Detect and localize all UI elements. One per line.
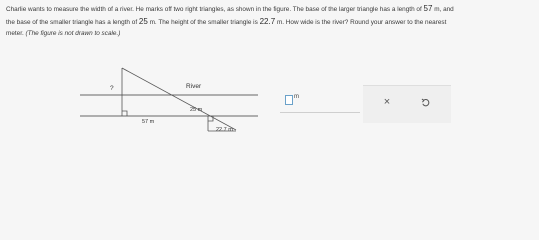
problem-line2-text: the base of the smaller triangle has a length of xyxy=(6,18,138,26)
answer-area xyxy=(280,85,360,113)
right-angle-mark-large xyxy=(122,111,127,116)
small-height-label: 22.7 m xyxy=(216,127,233,133)
answer-tool-panel xyxy=(363,85,451,123)
problem-line2-mid: m. The height of the smaller triangle is xyxy=(149,18,258,26)
figure-note: (The figure is not drawn to scale.) xyxy=(25,30,121,37)
unknown-width-label: ? xyxy=(110,85,114,92)
problem-line1-unit: m, and xyxy=(434,6,454,13)
undo-icon xyxy=(421,98,430,107)
problem-line1-text: Charlie wants to measure the width of a river. He marks off two right triangles, as shown in the figure. The base of the larger triangle has a length of xyxy=(6,6,422,13)
close-icon: × xyxy=(383,96,391,108)
undo-button[interactable] xyxy=(413,90,437,114)
small-height-value: 22.7 xyxy=(259,16,276,26)
clear-button[interactable] xyxy=(375,90,399,114)
problem-line3-text: meter. xyxy=(6,30,24,37)
large-base-value: 57 xyxy=(423,4,433,13)
large-hypotenuse xyxy=(122,68,236,130)
problem-line2-end: m. How wide is the river? Round your answer to the nearest xyxy=(276,18,447,26)
answer-unit: m xyxy=(294,94,299,100)
small-base-value: 25 xyxy=(138,16,148,26)
answer-divider xyxy=(280,112,360,113)
river-label: River xyxy=(186,83,202,90)
large-base-label: 57 m xyxy=(142,119,155,125)
small-base-label: 25 m xyxy=(190,107,203,113)
answer-input[interactable] xyxy=(285,95,293,105)
